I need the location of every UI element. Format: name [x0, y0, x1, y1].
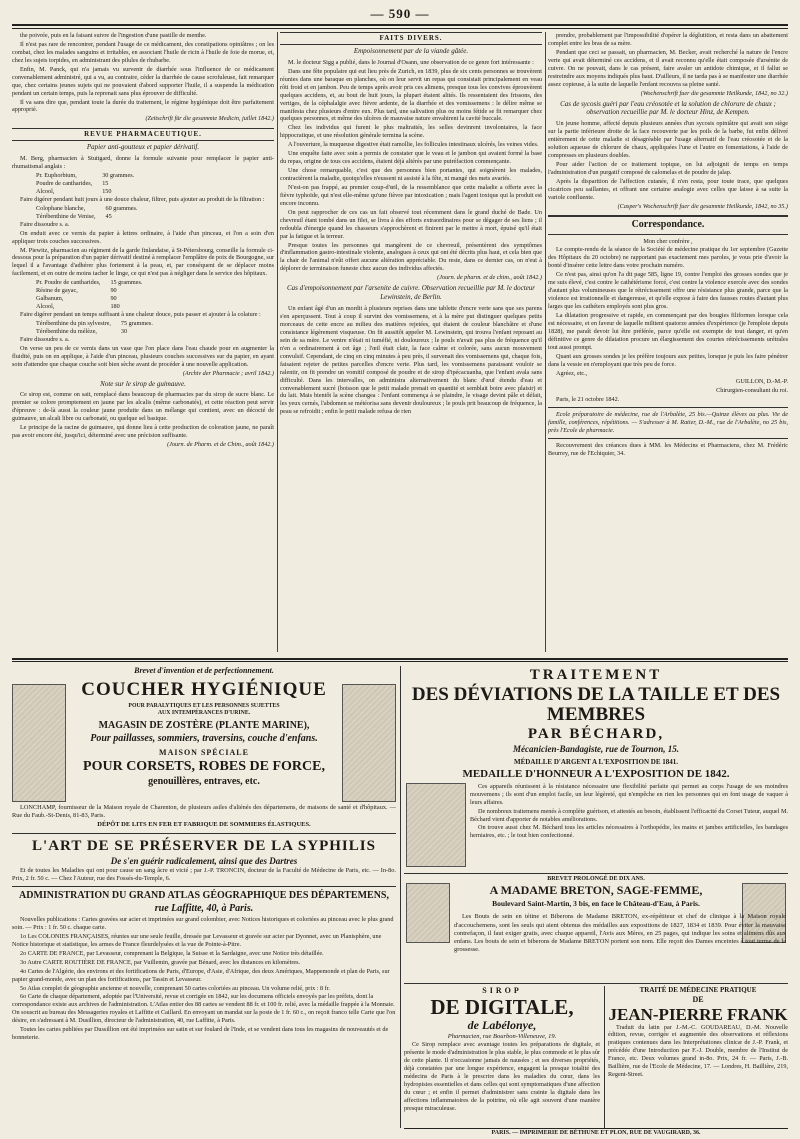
- ingredient: Galbanum,: [36, 295, 64, 303]
- paragraph: Une chose remarquable, c'est que des personnes bien portantes, qui soignèrent les malades, contractèrent la maladie, quoiqu'elles n'eussent ni assisté à la fête, ni mangé des mets avariés.: [280, 167, 542, 183]
- ad-text: De nombreux traitemens menés à complète guérison, et attestés au besoin, établissent l'efficacité du Corset Tuteur, auquel M. Béchard vient d'apporter de notables améliorations.: [470, 807, 788, 823]
- ads-right: [404, 666, 788, 1128]
- paragraph: Le compte-rendu de la séance de la Société de médecine pratique du 1er septembre (Gazette des Hôpitaux du 20 octobre) ne rapportant pas exactement mes paroles, je vous prie d'avoir la bonté d'insérer cette lettre dans votre prochain numéro.: [548, 246, 788, 270]
- formula-row: [36, 320, 163, 328]
- article-subtitle: Cas d'empoisonnement par l'arsenite de cuivre. Observation recueillie par M. le docteur Lewinstein, de Berlin.: [286, 284, 535, 302]
- ingredient: Résine de gayac,: [36, 287, 78, 295]
- ad-line: DE: [692, 995, 704, 1005]
- divider: [12, 886, 396, 887]
- paragraph: Faire dissoudre s. a.: [20, 335, 70, 343]
- paragraph: A l'ouverture, la muqueuse digestive était ramollie, les follicules intestinaux ulcérés, les veines vides.: [288, 141, 539, 149]
- source-citation: (Wochenschrift fuer die gesammte Heilkunde, 1842, no 32.): [640, 89, 788, 97]
- article-column-2: [280, 32, 542, 652]
- formula-table: [36, 172, 144, 196]
- paragraph: Quant aux grosses sondes je les préfère toujours aux petites, lorsque je puis les faire pénétrer dans la vessie en n'employant que très peu de force.: [548, 352, 788, 368]
- ad-line: DÉPÔT DE LITS EN FER ET FABRIQUE DE SOMMIERS ÉLASTIQUES.: [97, 821, 311, 829]
- paragraph: N'est-on pas frappé, au premier coup-d'œil, de la ressemblance que cette maladie a offerte avec la fièvre typhoïde, qui n'est elle-même qu'une fièvre par intoxication ; mais l'agent toxique qui la produit est encore inconnu.: [280, 183, 542, 207]
- formula-row: [36, 279, 152, 287]
- divider: [404, 983, 788, 984]
- ingredient: Térébenthine de Venise,: [36, 212, 96, 220]
- ad-title: ADMINISTRATION DU GRAND ATLAS GÉOGRAPHIQUE DES DÉPARTEMENS,: [19, 890, 389, 902]
- ad-text: Traduit du latin par J.-M.-C. GOUDAREAU, D.-M. Nouvelle édition, revue, corrigée et augmentée des observations et réflexions pratiques contenues dans les Interprétationes clinicæ de J.-P. Frank, et précédée d'une Introduction par F.-J. Double, membre de l'Institut de France, etc. Deux volumes grand in-8o. Prix, 24 fr. — Paris, J.-B. Baillière, rue de l'Ecole de Médecine, 17. — Londres, H. Baillière, 219, Regent-Street.: [608, 1023, 788, 1079]
- ingredient: Colophane blanche,: [36, 204, 86, 212]
- salutation: Mon cher confrère ,: [643, 237, 693, 245]
- quantity: 30: [120, 327, 128, 335]
- paragraph: Presque toutes les personnes qui mangèrent de ce chevreuil, présentèrent des symptômes d'inflammation gastro-intestinale violente, analogues à ceux qui ont été décrits plus haut, et cela bien que la chair de l'animal n'eût offert aucune altération appréciable. Du reste, dans ce dernier cas, on n'eut à déplorer de terminaison funeste chez aucun des individus affectés.: [280, 241, 542, 273]
- quantity: 60 grammes.: [105, 204, 138, 212]
- paragraph: Faire dissoudre s. a.: [20, 220, 70, 228]
- newspaper-page: [12, 6, 788, 1134]
- letter-date: Paris, le 21 octobre 1842.: [556, 396, 620, 404]
- paragraph: Enfin, M. Panck, qui n'a jamais vu survenir de diarrhée sous l'influence de ce médicament convenablement administré, qui a vu, au contraire, céder la diarrhée de cause scrofuleuse, fait remarquer que, chez certains jeunes sujets qui ne pouvaient d'abord supporter l'huile, il a suspendu la médication pendant un certain temps, puis la reprenait sans plus éprouver de difficulté.: [12, 65, 274, 97]
- ad-banner: Brevet d'invention et de perfectionnement.: [134, 666, 274, 675]
- ingredient: Pr. Euphorbium,: [36, 172, 77, 180]
- ad-line: BREVET PROLONGÉ DE DIX ANS.: [547, 875, 645, 882]
- ad-text: Ce Sirop remplace avec avantage toutes les préparations de digitale, et présente le mode d'administration le plus stable, le plus commode et le plus sûr de cette plante. Il n'occasionne jamais de nausées ; et ses diverses propriétés, déjà constatées par une longue expérience, engagent la presque totalité des médecins de Paris à le prescrire dans les maladies du cœur, dans les hydropisies essentielles et dans celles qui sont symptomatiques d'une affection du cœur ; et enfin il permet d'administrer sans crainte la digitale dans les affections inflammatoires de la poitrine, où elle agit souvent d'une manière presque miraculeuse.: [404, 1041, 600, 1112]
- paragraph: La dilatation progressive et rapide, en commençant par des bougies filiformes lorsque cela est nécessaire, et en faveur de laquelle militent quatorze années d'expérience (je l'emploie depuis 1828), me paraît devoir lui être préférée, parce qu'elle est exempte de tout danger, et qu'en définitive ce genre de dilatation procure un élargissement des courtes rétrécissements urétrales tout aussi prompt.: [548, 311, 788, 351]
- header-rule-thin: [12, 28, 788, 29]
- quantity: 15 grammes.: [110, 279, 143, 287]
- ad-line: AUX INTEMPÉRANCES D'URINE.: [157, 709, 251, 716]
- ad-title: JEAN-PIERRE FRANK: [608, 1004, 788, 1024]
- paragraph: M. Piewitz, pharmacien au régiment de la garde finlandaise, à St-Pétersbourg, conseille la formule ci-dessous pour la préparation d'un papier dérivatif destiné à remplacer l'emplâtre de poix de Bourgogne, sur lequel il a l'avantage d'adhérer plus fortement à la peau, et, par conséquent de se déplacer moins facilement, et en outre de moins tacher le linge, ce qui n'est pas à négliger dans le service des hôpitaux.: [12, 246, 274, 278]
- formula-table: [36, 279, 152, 311]
- paragraph: Ce sirop est, comme on sait, remplacé dans beaucoup de pharmacies par du sirop de sucre blanc. Le premier se colore promptement en jaune par les alcalis (même carbonatés), et cette réaction peut servir d'épreuve : de-là aussi la couleur jaune produite dans un mélange qui contient, avec un décocté de guimauve, un alcali libre ou carbonaté, ou quelque sel basique.: [12, 391, 274, 423]
- source-citation: (Archiv der Pharmacie ; avril 1842.): [182, 369, 274, 377]
- quantity: 90: [110, 295, 117, 303]
- article-column-3: [548, 32, 788, 652]
- source-citation: (Journ. de pharm. et de chim., août 1842.): [437, 274, 542, 282]
- signature: GUILLON, D.-M.-P.: [735, 378, 788, 386]
- engraving-illustration: [342, 684, 396, 802]
- header-rule: [12, 24, 788, 26]
- paragraph: M. Berg, pharmacien à Stuttgard, donne la formule suivante pour remplacer le papier anti-rhumatismal anglais :: [12, 155, 274, 171]
- ad-text: Les Bouts de sein en tétine et Biberons de Madame BRETON, ex-répétiteur et chef de clinique à la Maison royale d'accouchemens, sont les seuls qui aient obtenus des médailles aux expositions de 1827, 1834 et 1839. Pour éviter la mauvaise contrefaçon, il faut exiger gratis, avec chaque appareil, l'Avis aux Mères, en 25 pages, qui indique les soins et alimens dûs aux enfans. Les bouts de sein et biberons de Madame BRETON portent son nom. Elle reçoit des Dames enceintes à tout terme de la grossesse.: [454, 913, 786, 954]
- quantity: 180: [110, 303, 120, 311]
- quantity: 30 grammes.: [102, 172, 135, 180]
- ad-text: 1o Les COLONIES FRANÇAISES, réunies sur une seule feuille, dressée par Levasseur et gravée sur acier par Dyonnet, avec un Planisphère, une Notice historique et statistique, les armes de France fleurdelysées et la vue de Pointe-à-Pitre.: [12, 932, 382, 948]
- paragraph: Un enfant âgé d'un an mordit à plusieurs reprises dans une tablette d'encre verte sans que ses parens s'en aperçussent. Tout à coup il survint des vomissemens, et à la mère put distinguer quelques petits morceaux de cette encre au milieu des matières rejetées, qui étaient de couleur blanchâtre et d'une consistance légèrement visqueuse. On fit aussitôt appeler M. Lewinstein, qui trouva l'enfant reposant au sein de sa mère. Le ventre n'était ni tuméfié, ni douloureux ; le pouls n'avait pas plus de fréquence qu'il n'en a ordinairement à cet âge ; l'œil était clair, la face calme et colorée, sans aucun mouvement convulsif. Cependant, de cinq en cinq minutes à peu près, il survenait des vomissemens qui, chaque fois, faisaient rejeter de petites parcelles d'encre verte. Plus tard, les vomissemens paraissant vouloir se ralentir, on fit prendre un vomitif composé de poudre et de sirop d'ipécacuanha, que l'enfant avala sans difficulté. Dans les intervalles, on administra alternativement du blanc d'œuf étendu d'eau et convenablement sucré (boisson que le petit malade prenait en quantité et semblait boire avec plaisir) et du lait. Mais bientôt la scène changea : l'enfant commença à se plaindre, le visage devint pâle et défait, les yeux cernés, l'abdomen se météorisa sans devenir douloureux ; le pouls prit beaucoup de fréquence, la peau se refroidit ; enfin le petit malade refusa de rien: [280, 305, 542, 416]
- ad-line: POUR CORSETS, ROBES DE FORCE,: [83, 759, 325, 775]
- ingredient: Alcool,: [36, 187, 55, 195]
- ad-line: TRAITÉ DE MÉDECINE PRATIQUE: [639, 986, 757, 995]
- article-subtitle: Cas de sycosis guéri par l'eau créosotée et la solution de chlorure de chaux ; observation recueillie par M. le docteur Hinz, de Kempen.: [560, 99, 776, 117]
- ingredient: Alcool,: [36, 303, 55, 311]
- formula-table: [36, 205, 147, 221]
- ad-text: Nouvelles publications : Cartes gravées sur acier et imprimées sur grand colombier, avec Notices historiques et coloriées au pinceau avec le plus grand soin. — Prix : 1 fr. 50 c. chaque carte.: [12, 916, 394, 931]
- ad-text: Ces appareils réunissent à la résistance nécessaire une flexibilité parfaite qui permet au corps l'usage de ses moindres mouvemens ; ils sont d'un emploi facile, un leur légèreté, qui n'empêche en rien les personnes qui en font usage de vaquer à leurs affaires.: [470, 782, 788, 806]
- signature-title: Chirurgien-consultant du roi.: [716, 387, 788, 395]
- paragraph: the poivrée, puis en la faisant suivre de l'ingestion d'une pastille de menthe.: [20, 32, 207, 39]
- divider: [548, 407, 788, 408]
- paragraph: On enduit avec ce vernis du papier à lettres ordinaire, à l'aide d'un pinceau, et l'on a soin d'en appliquer trois couches successives.: [12, 229, 274, 245]
- section-title: FAITS DIVERS.: [280, 32, 542, 45]
- ingredient: Térébenthine du mélèze,: [36, 327, 97, 335]
- paragraph: prendre, probablement par l'impossibilité d'opérer la déglutition, et resta dans un abattement complet entre les bras de sa mère.: [548, 32, 788, 47]
- ad-line: Pour paillasses, sommiers, traversins, couche d'enfans.: [90, 733, 318, 745]
- paragraph: Il n'est pas rare de rencontrer, pendant l'usage de ce médicament, des constipations opiniâtres ; on les combat, chez les malades sanguins et irritables, en associant l'huile de ricin à l'huile de foie de morue, et, chez les sujets torpides, en administrant des pilules de rhubarbe.: [12, 40, 274, 64]
- ad-text: 3o Autre CARTE ROUTIÈRE DE FRANCE, par Vuillemin, gravée par Bénard, avec les distances en kilomètres.: [20, 958, 301, 966]
- paragraph: Après la disparition de l'affection cutanée, il n'en resta, pour toute trace, que quelques cicatrices peu saillantes, et offrant une certaine analogie avec celles que laisse à sa suite la variole confluente.: [548, 177, 788, 201]
- ad-line: MAISON SPÉCIALE: [159, 747, 249, 757]
- paragraph: Faire digérer pendant huit jours à une douce chaleur, filtrer, puis ajouter au produit de la filtration :: [20, 195, 265, 203]
- source-citation: (Casper's Wochenschrift fuer die gesammte Heilkunde, 1842, no 35.): [617, 202, 788, 210]
- corset-illustration: [406, 783, 466, 867]
- paragraph: On verse un peu de ce vernis dans un vase que l'on place dans l'eau chaude pour en augmenter la fluidité, puis on en applique, à l'aide d'un pinceau, plusieurs couches successives sur du papier, en ayant soin d'attendre que chaque couche soit bien sèche avant de procéder à une nouvelle application.: [12, 344, 274, 368]
- quantity: 15: [102, 180, 109, 188]
- article-subtitle: Empoisonnement par de la viande gâtée.: [353, 46, 469, 55]
- ad-title: TRAITEMENT: [529, 667, 663, 683]
- formula-table: [36, 320, 163, 336]
- paragraph: Pour aider l'action de ce traitement topique, on lui adjoignit de temps en temps l'administration d'un purgatif composé de calomelas et de poudre de jalap.: [548, 161, 788, 177]
- paragraph: Pendant que ceci se passait, un pharmacien, M. Becker, avait recherché la nature de l'encre verte qui avait déterminé ces accidens, et il avait reconnu qu'elle était composée d'arsénite de cuivre. On ne pouvait, dans le cas présent, faire avaler un antidote chimique, et il fallut se restreindre aux moyens indiqués plus haut. D'ailleurs, il ne tarda pas à se manifester une diarrhée assez copieuse, à la suite de laquelle l'enfant recouvra sa pleine santé.: [548, 48, 788, 88]
- paragraph: Faire digérer pendant un temps suffisant à une chaleur douce, puis passer et ajouter à la colature :: [20, 311, 261, 319]
- ad-title: A MADAME BRETON, SAGE-FEMME,: [489, 883, 703, 898]
- ad-line: POUR PARALYTIQUES ET LES PERSONNES SUJETTES: [128, 702, 280, 709]
- ads-divider: [400, 666, 401, 1128]
- ingredient: Poudre de cantharides,: [36, 180, 93, 188]
- ad-title: DE DIGITALE,: [430, 994, 574, 1019]
- notice: Ecole préparatoire de médecine, rue de l'Arbalète, 25 bis.—Quinze élèves au plus. Vie de famille, conférences, répétitions. — S'adresser à M. Ratier, D.-M., rue de l'Arbalète, no 25 bis, près l'Ecole de pharmacie.: [548, 411, 788, 435]
- notice: Recouvrement des créances dues à MM. les Médecins et Pharmaciens, chez M. Frédéric Beurrey, rue de l'Echiquier, 34.: [548, 442, 788, 458]
- ingredient: Térébenthine du pin sylvestre,: [36, 319, 111, 327]
- paragraph: On peut rapprocher de ces cas un fait observé tout récemment dans le grand duché de Bade. Un chevreuil étant tombé dans un filet, se livra à des efforts extraordinaires pour se dégager de ses liens ; il redoubla d'énergie quand les chasseurs s'approchèrent et finirent par le mettre à mort, épuisé qu'il était par la fatigue et la terreur.: [280, 208, 542, 240]
- ad-title: COUCHER HYGIÉNIQUE: [81, 679, 327, 701]
- ad-text: 6o Carte de chaque département, adoptée par l'Université, revue et corrigée en 1842, sur les documens officiels envoyés par les préfets, dont la correspondance existe aux archives de l'administration. L'Atlas entier des 88 cartes se vendent 88 fr. et 100 fr. relié, avec la médaille frappée à la Monnaie. On souscrit au bureau des Messageries royales et Laffitte et Caillard. En envoyant un mandat sur la poste de 1 fr. 60 c., on reçoit franco telle Carte que l'on désire, en s'adressant à M. Dusillion, directeur de l'administration, 40, rue Laffitte, à Paris.: [12, 993, 396, 1025]
- ad-subtitle: de Labélonye,: [467, 1017, 537, 1032]
- quantity: 150: [102, 187, 112, 195]
- article-subtitle: Papier anti-goutteux et papier dérivatif.: [86, 143, 200, 152]
- section-title: REVUE PHARMACEUTIQUE.: [12, 128, 274, 141]
- ad-text: Et de toutes les Maladies qui ont pour cause un sang âcre et vicié ; par J.-P. TRONCIN, docteur de la Faculté de Médecine de Paris, etc. — In-8o. Prix, 2 fr. 50 c. — Chez l'Auteur, rue des Fossés-du-Temple, 6.: [12, 867, 396, 883]
- ad-title: L'ART DE SE PRÉSERVER DE LA SYPHILIS: [32, 837, 376, 854]
- article-subtitle: Note sur le sirop de guimauve.: [100, 379, 186, 388]
- divider: [548, 438, 788, 439]
- baby-bottle-illustration: [406, 883, 450, 943]
- ads-left: [12, 666, 396, 1128]
- ad-title: DES DÉVIATIONS DE LA TAILLE ET DES MEMBRES: [411, 684, 781, 726]
- paragraph: Chez les individus qui furent le plus maltraités, les selles devinrent involontaires, la face hippocratique, et une résolution générale termina la scène.: [280, 124, 542, 140]
- ad-text: On trouve aussi chez M. Béchard tous les articles nécessaires à l'orthopédie, les mains et jambes artificielles, les bandages herniaires, etc. ; le tout bien confectionné.: [470, 824, 788, 840]
- formula-row: [36, 303, 152, 311]
- formula-row: [36, 213, 147, 221]
- paragraph: Il va sans dire que, pendant toute la durée du traitement, le régime hygiénique doit être parfaitement approprié.: [12, 98, 274, 114]
- ingredient: Pr. Poudre de cantharides,: [36, 279, 101, 287]
- article-column-1: [12, 32, 274, 652]
- source-citation: (Zeitschrift für die gesammte Medicin, juillet 1842.): [145, 115, 274, 123]
- formula-row: [36, 180, 144, 188]
- formula-row: [36, 295, 152, 303]
- correspondence-title: Correspondance.: [548, 215, 788, 235]
- divider: [12, 833, 396, 834]
- formula-row: [36, 188, 144, 196]
- ad-divider: [604, 986, 605, 1128]
- paragraph: Une enquête faite avec soin a permis de constater que le veau et le jambon qui avaient formé la base du repas, origine de tous ces accidens, étaient déjà altérés par une putréfaction commençante.: [280, 150, 542, 166]
- ads-rule-thin: [12, 661, 788, 662]
- printer-imprint: PARIS. — IMPRIMERIE DE BÉTHUNE ET PLON, RUE DE VAUGIRARD, 36.: [404, 1128, 788, 1138]
- column-divider: [277, 32, 278, 652]
- ad-line: SIROP: [482, 986, 522, 996]
- ad-text: 2o CARTE DE FRANCE, par Levasseur, comprenant la Belgique, la Suisse et la Sardaigne, avec une Notice très détaillée.: [20, 949, 324, 957]
- ad-subtitle: De s'en guérir radicalement, ainsi que des Dartres: [110, 855, 298, 866]
- quantity: 75 grammes.: [120, 319, 153, 327]
- ad-line: MEDAILLE D'HONNEUR A L'EXPOSITION DE 1842.: [462, 767, 730, 780]
- ad-line: MÉDAILLE D'ARGENT A L'EXPOSITION DE 1841.: [513, 757, 678, 766]
- ad-text: 5o Atlas complet de géographie ancienne et nouvelle, comprenant 50 cartes coloriées au pinceau. Un volume relié, prix : 8 fr.: [20, 984, 330, 992]
- paragraph: M. le docteur Sigg a publié, dans le Journal d'Osann, une observation de ce genre fort intéressante :: [288, 58, 534, 66]
- formula-row: [36, 205, 147, 213]
- ad-line: Mécanicien-Bandagiste, rue de Tournon, 15.: [513, 744, 679, 755]
- ad-line: Boulevard Saint-Martin, 3 bis, en face le Château-d'Eau, à Paris.: [492, 898, 700, 908]
- formula-row: [36, 172, 144, 180]
- paragraph: Ce n'est pas, ainsi qu'on l'a dit page 585, ligne 19, contre l'emploi des grosses sondes que je me suis élevé, c'est contre le cathétérisme forcé, c'est contre la violence exercée avec des sondes d'autant plus volumineuses que le rétrécissement offre une résistance plus grande, parce que la violence est irrationnelle et dangereuse, et qu'elle expose à faire des fausses routes d'autant plus larges que les cathéters employés sont plus gros.: [548, 271, 788, 311]
- paragraph: Dans une fête populaire qui eut lieu près de Zurich, en 1839, plus de six cents personnes se trouvèrent réunies dans une baraque en planches, où on leur servit un repas qui consistait principalement en veau rôti froid et en jambon. Peu de temps après avoir pris ces alimens, presque tous les convives éprouvèrent quelques accidens, et, au bout de huit jours, la plupart étaient alités. Ils ressentaient des frissons, des vertiges, de la céphalalgie avec fièvre ardente, de la diarrhée et des vomissemens : le délire même se manifesta chez plusieurs d'entre eux. Plus tard, une salivation plus ou moins fétide se fit remarquer chez quelques personnes, et même des ulcères de mauvaise nature envahirent la cavité buccale.: [280, 67, 542, 123]
- ad-line: PAR BÉCHARD,: [527, 726, 665, 743]
- ads-rule: [12, 658, 788, 660]
- paragraph: Un jeune homme, affecté depuis plusieurs années d'un sycosis opiniâtre qui avait son siège sur la partie inférieure droite de la face recouverte par les poils de la barbe, fut enfin délivré entièrement de cette maladie si désagréable par l'usage alternatif de l'eau créosotée et de la solution aqueuse de chlorure de chaux, appliquées l'une et l'autre en fomentations, à l'aide de compresses en plusieurs doubles.: [548, 120, 788, 160]
- page-number: — 590 —: [370, 6, 430, 21]
- closing: Agréez, etc.,: [556, 369, 588, 377]
- ad-text: Toutes les cartes publiées par Dussillion ont été imprimées sur satin et sur foulard de l'Inde, et se vendent dans tous les magasins de nouveautés et de bonneterie.: [12, 1026, 389, 1042]
- formula-row: [36, 287, 152, 295]
- column-divider: [545, 32, 546, 652]
- formula-row: [36, 328, 163, 336]
- ad-text: 4o Cartes de l'Algérie, des environs et des fortifications de Paris, d'Europe, d'Asie, d'Afrique, des deux Amériques, Mappemonde et plan de Paris, sur papier grand-monde, avec un plan des fortifications, par Tassin et Levasseur.: [12, 967, 390, 983]
- ad-line: MAGASIN DE ZOSTÈRE (PLANTE MARINE),: [98, 720, 310, 732]
- divider: [404, 873, 788, 874]
- source-citation: (Journ. de Pharm. et de Chim., août 1842.): [167, 441, 274, 449]
- engraving-illustration: [12, 684, 66, 802]
- quantity: 45: [105, 212, 112, 220]
- ad-line: genouillères, entraves, etc.: [148, 776, 260, 788]
- quantity: 90: [110, 287, 117, 295]
- ad-subtitle: rue Laffitte, 40, à Paris.: [154, 903, 254, 915]
- paragraph: Le principe de la racine de guimauve, qui donne lieu à cette production de coloration jaune, ne paraît pas avoir encore été, jusqu'ici, déterminé avec une précision suffisante.: [12, 424, 274, 440]
- ad-line: Pharmacien, rue Bourbon-Villeneuve, 19.: [447, 1033, 557, 1041]
- ad-text: LONCHAMP, fournisseur de la Maison royale de Charenton, de plusieurs asiles d'aliénés des départemens, de maisons de santé et d'hôpitaux. — Rue du Faub.-St-Denis, 81-83, Paris.: [12, 804, 396, 820]
